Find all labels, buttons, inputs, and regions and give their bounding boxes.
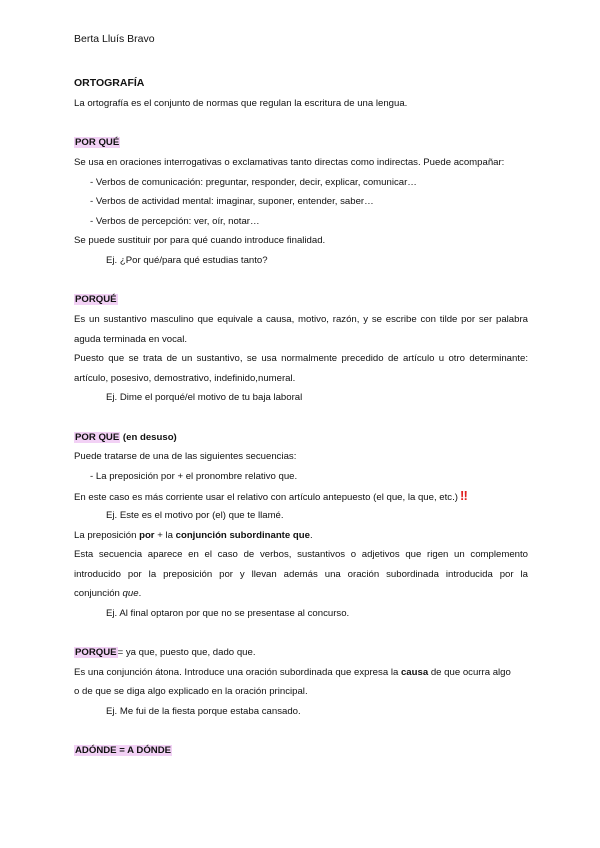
heading-highlight: ADÓNDE = A DÓNDE bbox=[75, 745, 172, 756]
text-span: conjunción bbox=[74, 588, 123, 599]
heading-highlight: POR QUÉ bbox=[75, 137, 120, 148]
italic-text: que bbox=[122, 588, 139, 599]
heading-por-que-tilde bbox=[74, 137, 120, 149]
intro-text: La ortografía es el conjunto de normas que regulan la escritura de una lengua. bbox=[74, 98, 408, 109]
heading-por-que bbox=[74, 432, 177, 444]
paragraph-text bbox=[74, 490, 467, 504]
example-text: Ej. Me fui de la fiesta porque estaba cansado. bbox=[106, 706, 301, 717]
paragraph-text: Esta secuencia aparece en el caso de verbos, sustantivos o adjetivos que rigen un complemento bbox=[74, 549, 528, 560]
example-text: Ej. Este es el motivo por (el) que te llamé. bbox=[106, 510, 284, 521]
paragraph-text: Se puede sustituir por para qué cuando introduce finalidad. bbox=[74, 235, 326, 246]
heading-highlight: POR QUE bbox=[75, 432, 120, 443]
example-text: Ej. Al final optaron por que no se presentase al concurso. bbox=[106, 608, 350, 619]
list-item: - Verbos de actividad mental: imaginar, suponer, entender, saber… bbox=[90, 196, 374, 207]
paragraph-text: artículo, posesivo, demostrativo, indefinido,numeral. bbox=[74, 373, 296, 384]
text-span: La preposición bbox=[74, 530, 140, 541]
page-title: ORTOGRAFÍA bbox=[74, 77, 145, 89]
paragraph-text: Puesto que se trata de un sustantivo, se usa normalmente precedido de artículo u otro determinante: bbox=[74, 353, 528, 364]
bold-text: causa bbox=[400, 667, 429, 678]
paragraph-text: Se usa en oraciones interrogativas o exclamativas tanto directas como indirectas. Puede acompañar: bbox=[74, 157, 505, 168]
example-text: Ej. ¿Por qué/para qué estudias tanto? bbox=[106, 255, 268, 266]
author-name: Berta Lluís Bravo bbox=[74, 33, 155, 45]
paragraph-text: introducido por la preposición por y llevan además una oración subordinada introducida por la bbox=[74, 569, 528, 580]
heading-porque-tilde bbox=[74, 294, 118, 306]
paragraph-text: o de que se diga algo explicado en la oración principal. bbox=[74, 686, 308, 697]
text-span: + la bbox=[154, 530, 176, 541]
heading-highlight: PORQUÉ bbox=[75, 294, 117, 305]
heading-porque bbox=[74, 647, 256, 659]
text-span: de que ocurra algo bbox=[428, 667, 511, 678]
paragraph-text-span: En este caso es más corriente usar el relativo con artículo antepuesto (el que, la que, etc.) bbox=[74, 492, 458, 503]
warning-icon: ‼ bbox=[459, 488, 467, 503]
heading-highlight: PORQUE bbox=[75, 647, 117, 658]
paragraph-text: Es un sustantivo masculino que equivale a causa, motivo, razón, y se escribe con tilde por ser palabra bbox=[74, 314, 528, 325]
bold-text: conjunción subordinante que bbox=[175, 530, 310, 541]
text-span: Es una conjunción átona. Introduce una oración subordinada que expresa la bbox=[74, 667, 401, 678]
heading-adonde bbox=[74, 745, 172, 757]
text-span: . bbox=[309, 530, 313, 541]
example-text: Ej. Dime el porqué/el motivo de tu baja laboral bbox=[106, 392, 303, 403]
text-span: . bbox=[138, 588, 142, 599]
heading-note: (en desuso) bbox=[120, 432, 177, 443]
list-item: - Verbos de comunicación: preguntar, responder, decir, explicar, comunicar… bbox=[90, 177, 417, 188]
heading-rest: = ya que, puesto que, dado que. bbox=[117, 647, 256, 658]
bold-text: por bbox=[139, 530, 155, 541]
list-item: - La preposición por + el pronombre relativo que. bbox=[90, 471, 298, 482]
paragraph-text: Puede tratarse de una de las siguientes secuencias: bbox=[74, 451, 297, 462]
list-item: - Verbos de percepción: ver, oír, notar… bbox=[90, 216, 260, 227]
paragraph-text bbox=[74, 530, 313, 542]
paragraph-text bbox=[74, 588, 141, 600]
paragraph-text: aguda terminada en vocal. bbox=[74, 334, 188, 345]
paragraph-text bbox=[74, 667, 511, 679]
